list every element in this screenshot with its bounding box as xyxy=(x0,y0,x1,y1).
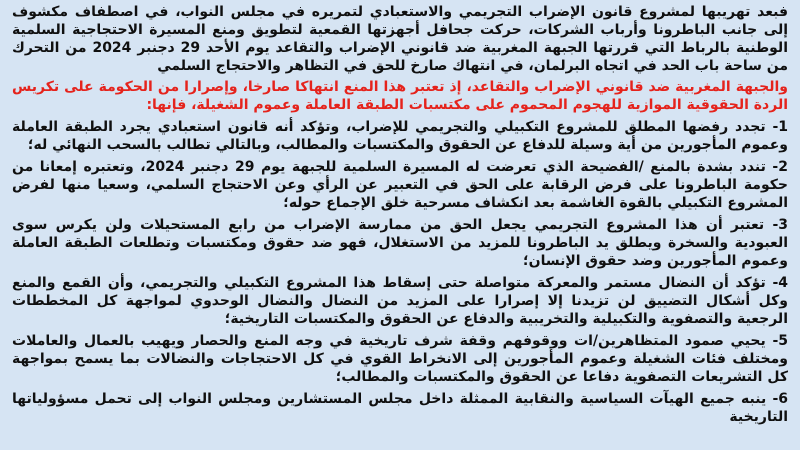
list-item-text: ينبه جميع الهيآت السياسية والنقابية الممثلة داخل مجلس المستشارين ومجلس النواب إلى تحمل مسؤولياتها التاريخية xyxy=(12,391,788,425)
list-item-2 xyxy=(12,158,788,212)
list-item-1 xyxy=(12,118,788,154)
list-item-6 xyxy=(12,390,788,426)
list-item-number: 2- xyxy=(772,159,788,175)
list-item-3 xyxy=(12,216,788,270)
list-item-text: تعتبر أن هذا المشروع التجريمي يجعل الحق من ممارسة الإضراب من رابع المستحيلات ولن يكرس سوى العبودية والسخرة ويطلق يد الباطرونا للمزيد من الاستغلال، فهو ضد حقوق ومكتسبات وتطلعات الطبقة العاملة وعموم المأجورين وضد حقوق الإنسان؛ xyxy=(12,217,788,269)
red-statement: والجبهة المغربية ضد قانوني الإضراب والتقاعد، إذ تعتبر هذا المنع انتهاكا صارخا، وإصرارا من الحكومة على تكريس الردة الحقوقية الموازية للهجوم المحموم على مكتسبات الطبقة العاملة وعموم الشغيلة، فإنها: xyxy=(12,79,788,113)
list-item-number: 1- xyxy=(772,119,788,135)
intro-paragraph: فبعد تهريبها لمشروع قانون الإضراب التجريمي والاستعبادي لتمريره في مجلس النواب، في اصطفاف مكشوف إلى جانب الباطرونا وأرباب الشركات، حركت جحافل أجهزتها القمعية لتطويق ومنع المسيرة الاحتجاجية السلمية الوطنية بالرباط التي قررتها الجبهة المغربية ضد قانوني الإضراب والتقاعد يوم الأحد 29 دجنبر 2024 من التحرك من ساحة باب الحد في اتجاه البرلمان، في انتهاك صارخ للحق في التظاهر والاحتجاج السلمي xyxy=(12,4,788,74)
list-item-text: تندد بشدة بالمنع /الفضيحة الذي تعرضت له المسيرة السلمية للجبهة يوم 29 دجنبر 2024، وتعتبره إمعانا من حكومة الباطرونا على فرض الرقابة على الحق في التعبير عن الرأي وعن الاحتجاج السلمي، وسعيا منها لفرض المشروع التكبيلي بالقوة الغاشمة بعد انكشاف مسرحية خلق الإجماع حوله؛ xyxy=(12,159,788,211)
list-item-text: تؤكد أن النضال مستمر والمعركة متواصلة حتى إسقاط هذا المشروع التكبيلي والتجريمي، وأن القمع والمنع وكل أشكال التضييق لن تزيدنا إلا إصرارا على المزيد من النضال والنضال الوحدوي لمواجهة كل المخططات الرجعية والتصفوية والتكبيلية والتخريبية والدفاع عن الحقوق والمكتسبات التاريخية؛ xyxy=(12,275,788,327)
list-item-text: تجدد رفضها المطلق للمشروع التكبيلي والتجريمي للإضراب، وتؤكد أنه قانون استعبادي يجرد الطبقة العاملة وعموم المأجورين من أية وسيلة للدفاع عن الحقوق والمكتسبات والمطالب، وبالتالي تطالب بالسحب النهائي له؛ xyxy=(12,119,788,153)
list-item-number: 4- xyxy=(772,275,788,291)
list-item-number: 6- xyxy=(772,391,788,407)
list-item-4 xyxy=(12,274,788,328)
list-item-text: يحيي صمود المتظاهرين/ات ووقوفهم وقفة شرف تاريخية في وجه المنع والحصار ويهيب بالعمال والعاملات ومختلف فئات الشغيلة وعموم المأجورين إلى الانخراط القوي في كل الاحتجاجات والنضالات بما يسمح بمواجهة كل التشريعات التصفوية دفاعا عن الحقوق والمكتسبات والمطالب؛ xyxy=(12,333,788,385)
list-item-number: 5- xyxy=(772,333,789,349)
list-item-number: 3- xyxy=(772,217,789,233)
list-item-5 xyxy=(12,332,788,386)
